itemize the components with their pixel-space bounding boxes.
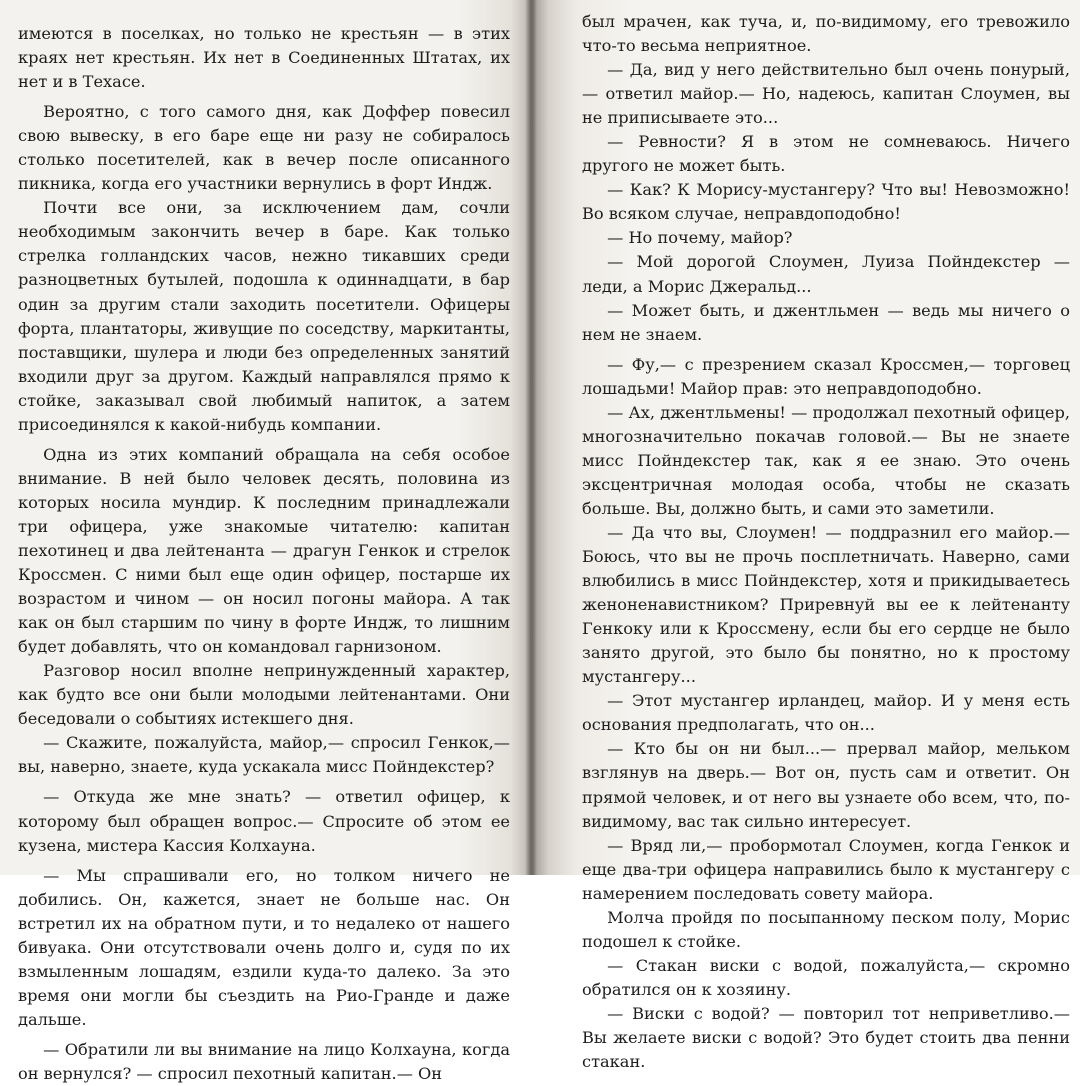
paragraph: был мрачен, как туча, и, по-видимому, его тревожило что-то весьма неприятное.: [582, 12, 1070, 56]
paragraph: — Как? К Морису-мустангеру? Что вы! Невозможно! Во всяком случае, неправдоподобно!: [582, 180, 1070, 224]
paragraph: имеются в поселках, но только не крестьян — в этих краях нет крестьян. Их нет в Соединенных Штатах, их нет и в Техасе.: [18, 24, 510, 92]
paragraph: Молча пройдя по посыпанному песком полу, Морис подошел к стойке.: [582, 907, 1070, 951]
paragraph: Почти все они, за исключением дам, сочли необходимым закончить вечер в баре. Как только стрелка голландских часов, нежно тикавших среди разноцветных бутылей, подошла к одиннадцати, в бар один за другим стали заходить посетители. Офицеры форта, плантаторы, живущие по соседству, маркитанты, поставщики, шулера и люди без определенных занятий входили друг за другом. Каждый направлялся прямо к стойке, заказывал свой любимый напиток, а затем присоединялся к какой-нибудь компании.: [18, 198, 510, 434]
paragraph: — Откуда же мне знать? — ответил офицер, к которому был обращен вопрос.— Спросите об этом ее кузена, мистера Кассия Колхауна.: [18, 787, 510, 855]
paragraph: — Да, вид у него действительно был очень понурый,— ответил майор.— Но, надеюсь, капитан Слоумен, вы не приписываете это...: [582, 60, 1070, 128]
paragraph: — Но почему, майор?: [607, 228, 793, 248]
paragraph: — Мой дорогой Слоумен, Луиза Пойндекстер — леди, а Морис Джеральд...: [582, 252, 1070, 296]
paragraph: — Кто бы он ни был...— прервал майор, мельком взглянув на дверь.— Вот он, пусть сам и ответит. Он прямой человек, и от него вы узнаете обо всем, что, по-видимому, вас так сильно интересует.: [582, 739, 1070, 831]
paragraph: — Мы спрашивали его, но толком ничего не добились. Он, кажется, знает не больше нас. Он встретил их на обратном пути, и то недалеко от нашего бивуака. Они отсутствовали очень долго и, судя по их взмыленным лошадям, ездили куда-то далеко. За это время они могли бы съездить на Рио-Гранде и даже дальше.: [18, 865, 510, 1029]
paragraph: — Вряд ли,— пробормотал Слоумен, когда Генкок и еще два-три офицера направились было к мустангеру с намерением последовать совету майора.: [582, 835, 1070, 903]
paragraph: Одна из этих компаний обращала на себя особое внимание. В ней было человек десять, половина из которых носила мундир. К последним принадлежали три офицера, уже знакомые читателю: капитан пехотинец и два лейтенанта — драгун Генкок и стрелок Кроссмен. С ними был еще один офицер, постарше их возрастом и чином — он носил погоны майора. А так как он был старшим по чину в форте Индж, то лишним будет добавлять, что он командовал гарнизоном.: [18, 444, 510, 657]
paragraph: — Ах, джентльмены! — продолжал пехотный офицер, многозначительно покачав головой.— Вы не знаете мисс Пойндекстер так, как я ее знаю. Это очень эксцентричная молодая особа, чтобы не сказать больше. Вы, должно быть, и сами это заметили.: [582, 402, 1070, 518]
paragraph: Вероятно, с того самого дня, как Доффер повесил свою вывеску, в его баре еще ни разу не собиралось столько посетителей, как в вечер после описанного пикника, когда его участники вернулись в форт Индж.: [18, 102, 510, 194]
paragraph: — Фу,— с презрением сказал Кроссмен,— торговец лошадьми! Майор прав: это неправдоподобно.: [582, 354, 1070, 398]
paragraph: — Обратили ли вы внимание на лицо Колхауна, когда он вернулся? — спросил пехотный капитан.— Он: [18, 1039, 510, 1083]
right-page: [532, 0, 1080, 1072]
paragraph: — Виски с водой? — повторил тот неприветливо.— Вы желаете виски с водой? Это будет стоить два пенни стакан.: [582, 1003, 1070, 1072]
paragraph: — Может быть, и джентльмен — ведь мы ничего о нем не знаем.: [582, 300, 1070, 344]
paragraph: — Этот мустангер ирландец, майор. И у меня есть основания предполагать, что он...: [582, 691, 1070, 735]
paragraph: — Стакан виски с водой, пожалуйста,— скромно обратился он к хозяину.: [582, 955, 1070, 999]
paragraph: Разговор носил вполне непринужденный характер, как будто все они были молодыми лейтенантами. Они беседовали о событиях истекшего дня.: [18, 661, 510, 729]
paragraph: — Скажите, пожалуйста, майор,— спросил Генкок,— вы, наверно, знаете, куда ускакала мисс Пойндекстер?: [18, 733, 510, 777]
paragraph: — Да что вы, Слоумен! — поддразнил его майор.— Боюсь, что вы не прочь посплетничать. Наверно, сами влюбились в мисс Пойндекстер, хотя и прикидываетесь женоненавистником? Приревнуй вы ее к лейтенанту Генкоку или к Кроссмену, если бы его сердце не было занято другой, это было бы понятно, но к простому мустангеру...: [582, 522, 1070, 687]
left-page: [0, 0, 532, 1083]
paragraph: — Ревности? Я в этом не сомневаюсь. Ничего другого не может быть.: [582, 132, 1070, 176]
